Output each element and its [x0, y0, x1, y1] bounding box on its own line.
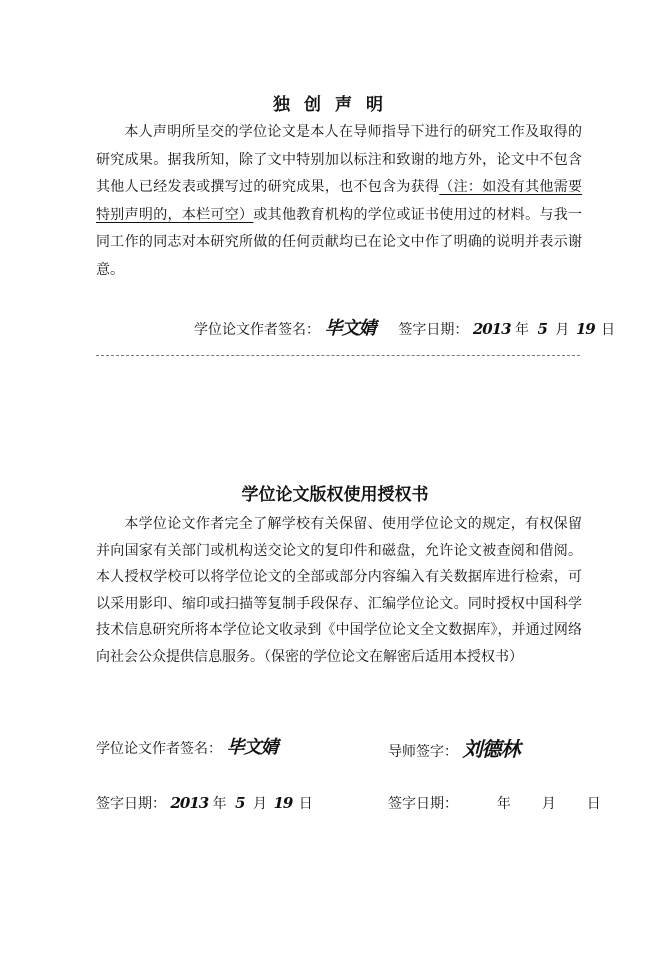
- authorization-body-text: 本学位论文作者完全了解学校有关保留、使用学位论文的规定，有权保留并向国家有关部门或机构送交论文的复印件和磁盘，允许论文被查阅和借阅。本人授权学校可以将学位论文的全部或部分内容编入有关数据库进行检索，可以采用影印、缩印或扫描等复制手段保存、汇编学位论文。同时授权中国科学技术信息研究所将本学位论文收录到《中国学位论文全文数据库》，并通过网络向社会公众提供信息服务。（保密的学位论文在解密后适用本授权书）: [96, 516, 582, 665]
- day-unit: 日: [601, 322, 616, 338]
- authorization-advisor-sign: [388, 733, 519, 762]
- author-day-unit: 日: [298, 796, 313, 812]
- author-date-label: 签字日期：: [96, 796, 166, 812]
- date-label: 签字日期：: [398, 322, 469, 338]
- author-year-unit: 年: [212, 796, 227, 812]
- author-signature-2: 毕文婧: [226, 737, 278, 758]
- section-divider: [96, 355, 580, 356]
- advisor-month-unit: 月: [541, 796, 556, 812]
- advisor-year-unit: 年: [496, 796, 511, 812]
- advisor-sign-label: 导师签字：: [388, 744, 458, 760]
- advisor-day-unit: 日: [586, 796, 601, 812]
- author-month-unit: 月: [253, 796, 267, 812]
- authorization-author-sign: [96, 733, 277, 759]
- year-unit: 年: [515, 322, 530, 338]
- authorization-advisor-date: [388, 793, 601, 813]
- date-day: 19: [575, 320, 595, 338]
- authorization-author-date: [96, 793, 313, 813]
- author-sign-label: 学位论文作者签名：: [194, 322, 320, 338]
- author-signature: 毕文婧: [324, 318, 376, 339]
- month-unit: 月: [555, 322, 570, 338]
- authorization-body: [96, 511, 582, 670]
- date-year: 2013: [472, 320, 511, 338]
- author-date-year: 2013: [170, 794, 209, 812]
- declaration-signature-line: [194, 314, 615, 340]
- declaration-body-note: （注：如没有其他需要特别声明的，本栏可空）: [96, 179, 583, 223]
- declaration-body-text: 本人声明所呈交的学位论文是本人在导师指导下进行的研究工作及取得的研究成果。据我所知，除了文中特别加以标注和致谢的地方外，论文中不包含其他人已经发表或撰写过的研究成果，也不包含为获得: [96, 124, 582, 195]
- declaration-title: 独创声明: [273, 95, 397, 115]
- declaration-body-text-end: 或其他教育机构的学位或证书使用过的材料。与我一同工作的同志对本研究所做的任何贡献均已在论文中作了明确的说明并表示谢意。: [96, 206, 583, 278]
- author-date-month: 5: [235, 794, 245, 812]
- advisor-signature: 刘德林: [462, 737, 520, 761]
- authorization-title: 学位论文版权使用授权书: [241, 485, 429, 505]
- declaration-body: [96, 119, 582, 284]
- advisor-date-label: 签字日期：: [388, 796, 458, 812]
- author-date-day: 19: [273, 794, 293, 812]
- date-month: 5: [537, 320, 547, 338]
- author-sign-label-2: 学位论文作者签名：: [96, 741, 222, 757]
